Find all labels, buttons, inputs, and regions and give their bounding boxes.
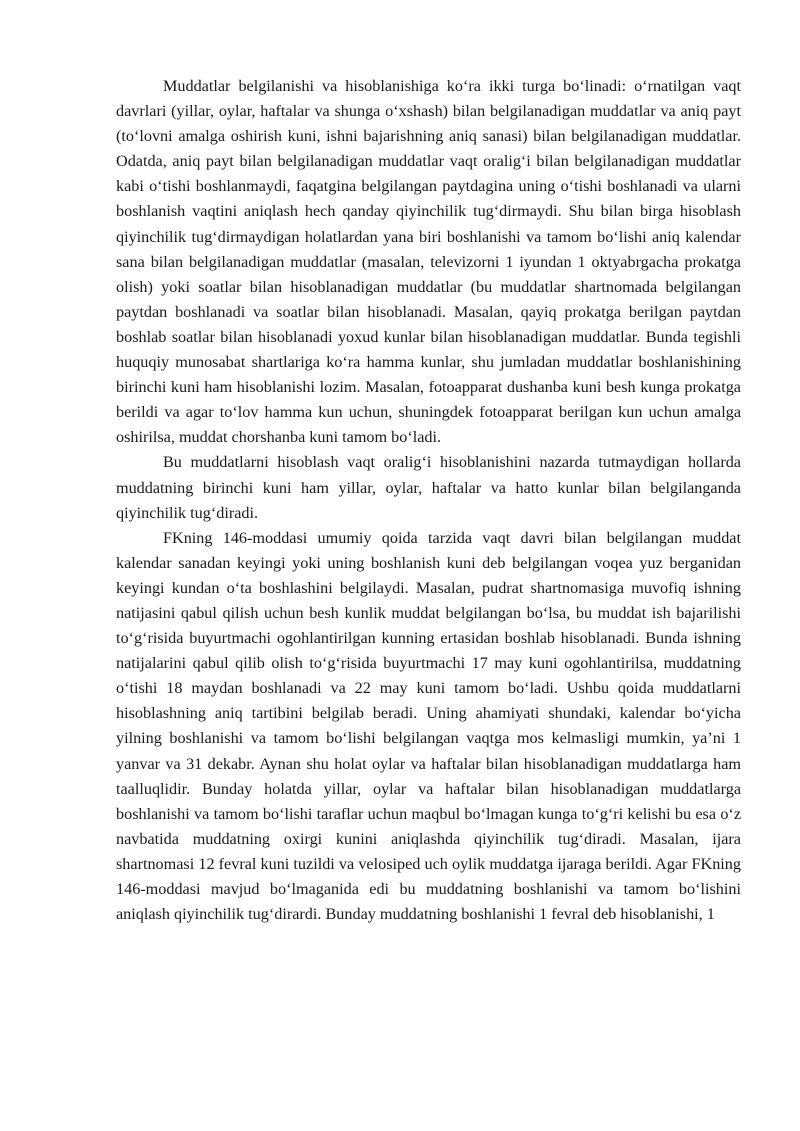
paragraph-3: FKning 146-moddasi umumiy qoida tarzida vaqt davri bilan belgilangan muddat kalendar sanadan keyingi yoki uning boshlanish kuni deb belgilangan voqea yuz berganidan keyingi kundan o‘ta boshlashini belgilaydi. Masalan, pudrat shartnomasiga muvofiq ishning natijasini qabul qilish uchun besh kunlik muddat belgilangan bo‘lsa, bu muddat ish bajarilishi to‘g‘risida buyurtmachi ogohlantirilgan kunning ertasidan boshlab hisoblanadi. Bunda ishning natijalarini qabul qilib olish to‘g‘risida buyurtmachi 17 may kuni ogohlantirilsa, muddatning o‘tishi 18 maydan boshlanadi va 22 may kuni tamom bo‘ladi. Ushbu qoida muddatlarni hisoblashning aniq tartibini belgilab beradi. Uning ahamiyati shundaki, kalendar bo‘yicha yilning boshlanishi va tamom bo‘lishi belgilangan vaqtga mos kelmasligi mumkin, ya’ni 1 yanvar va 31 dekabr. Aynan shu holat oylar va haftalar bilan hisoblanadigan muddatlarga ham taalluqlidir. Bunday holatda yillar, oylar va haftalar bilan hisoblanadigan muddatlarga boshlanishi va tamom bo‘lishi taraflar uchun maqbul bo‘lmagan kunga to‘g‘ri kelishi bu esa o‘z navbatida muddatning oxirgi kunini aniqlashda qiyinchilik tug‘diradi. Masalan, ijara shartnomasi 12 fevral kuni tuzildi va velosiped uch oylik muddatga ijaraga berildi. Agar FKning 146-moddasi mavjud bo‘lmaganida edi bu muddatning boshlanishi va tamom bo‘lishini aniqlash qiyinchilik tug‘dirardi. Bunday muddatning boshlanishi 1 fevral deb hisoblanishi, 1 [116,528,741,924]
paragraph-1: Muddatlar belgilanishi va hisoblanishiga ko‘ra ikki turga bo‘linadi: o‘rnatilgan vaqt davrlari (yillar, oylar, haftalar va shunga o‘xshash) bilan belgilanadigan muddatlar va aniq payt (to‘lovni amalga oshirish kuni, ishni bajarishning aniq sanasi) bilan belgilanadigan muddatlar. Odatda, aniq payt bilan belgilanadigan muddatlar vaqt oralig‘i bilan belgilanadigan muddatlar kabi o‘tishi boshlanmaydi, faqatgina belgilangan paytdagina uning o‘tishi boshlanadi va ularni boshlanish vaqtini aniqlash hech qanday qiyinchilik tug‘dirmaydi. Shu bilan birga hisoblash qiyinchilik tug‘dirmaydigan holatlardan yana biri boshlanishi va tamom bo‘lishi aniq kalendar sana bilan belgilanadigan muddatlar (masalan, televizorni 1 iyundan 1 oktyabrgacha prokatga olish) yoki soatlar bilan hisoblanadigan muddatlar (bu muddatlar shartnomada belgilangan paytdan boshlanadi va soatlar bilan hisoblanadi. Masalan, qayiq prokatga berilgan paytdan boshlab soatlar bilan hisoblanadi yoxud kunlar bilan hisoblanadigan muddatlar. Bunda tegishli huquqiy munosabat shartlariga ko‘ra hamma kunlar, shu jumladan muddatlar boshlanishining birinchi kuni ham hisoblanishi lozim. Masalan, fotoapparat dushanba kuni besh kunga prokatga berildi va agar to‘lov hamma kun uchun, shuningdek fotoapparat berilgan kun uchun amalga oshirilsa, muddat chorshanba kuni tamom bo‘ladi. [116,77,741,447]
body-text [116,74,741,927]
paragraph-2: Bu muddatlarni hisoblash vaqt oralig‘i hisoblanishini nazarda tutmaydigan hollarda muddatning birinchi kuni ham yillar, oylar, haftalar va hatto kunlar bilan belgilanganda qiyinchilik tug‘diradi. [116,453,741,522]
